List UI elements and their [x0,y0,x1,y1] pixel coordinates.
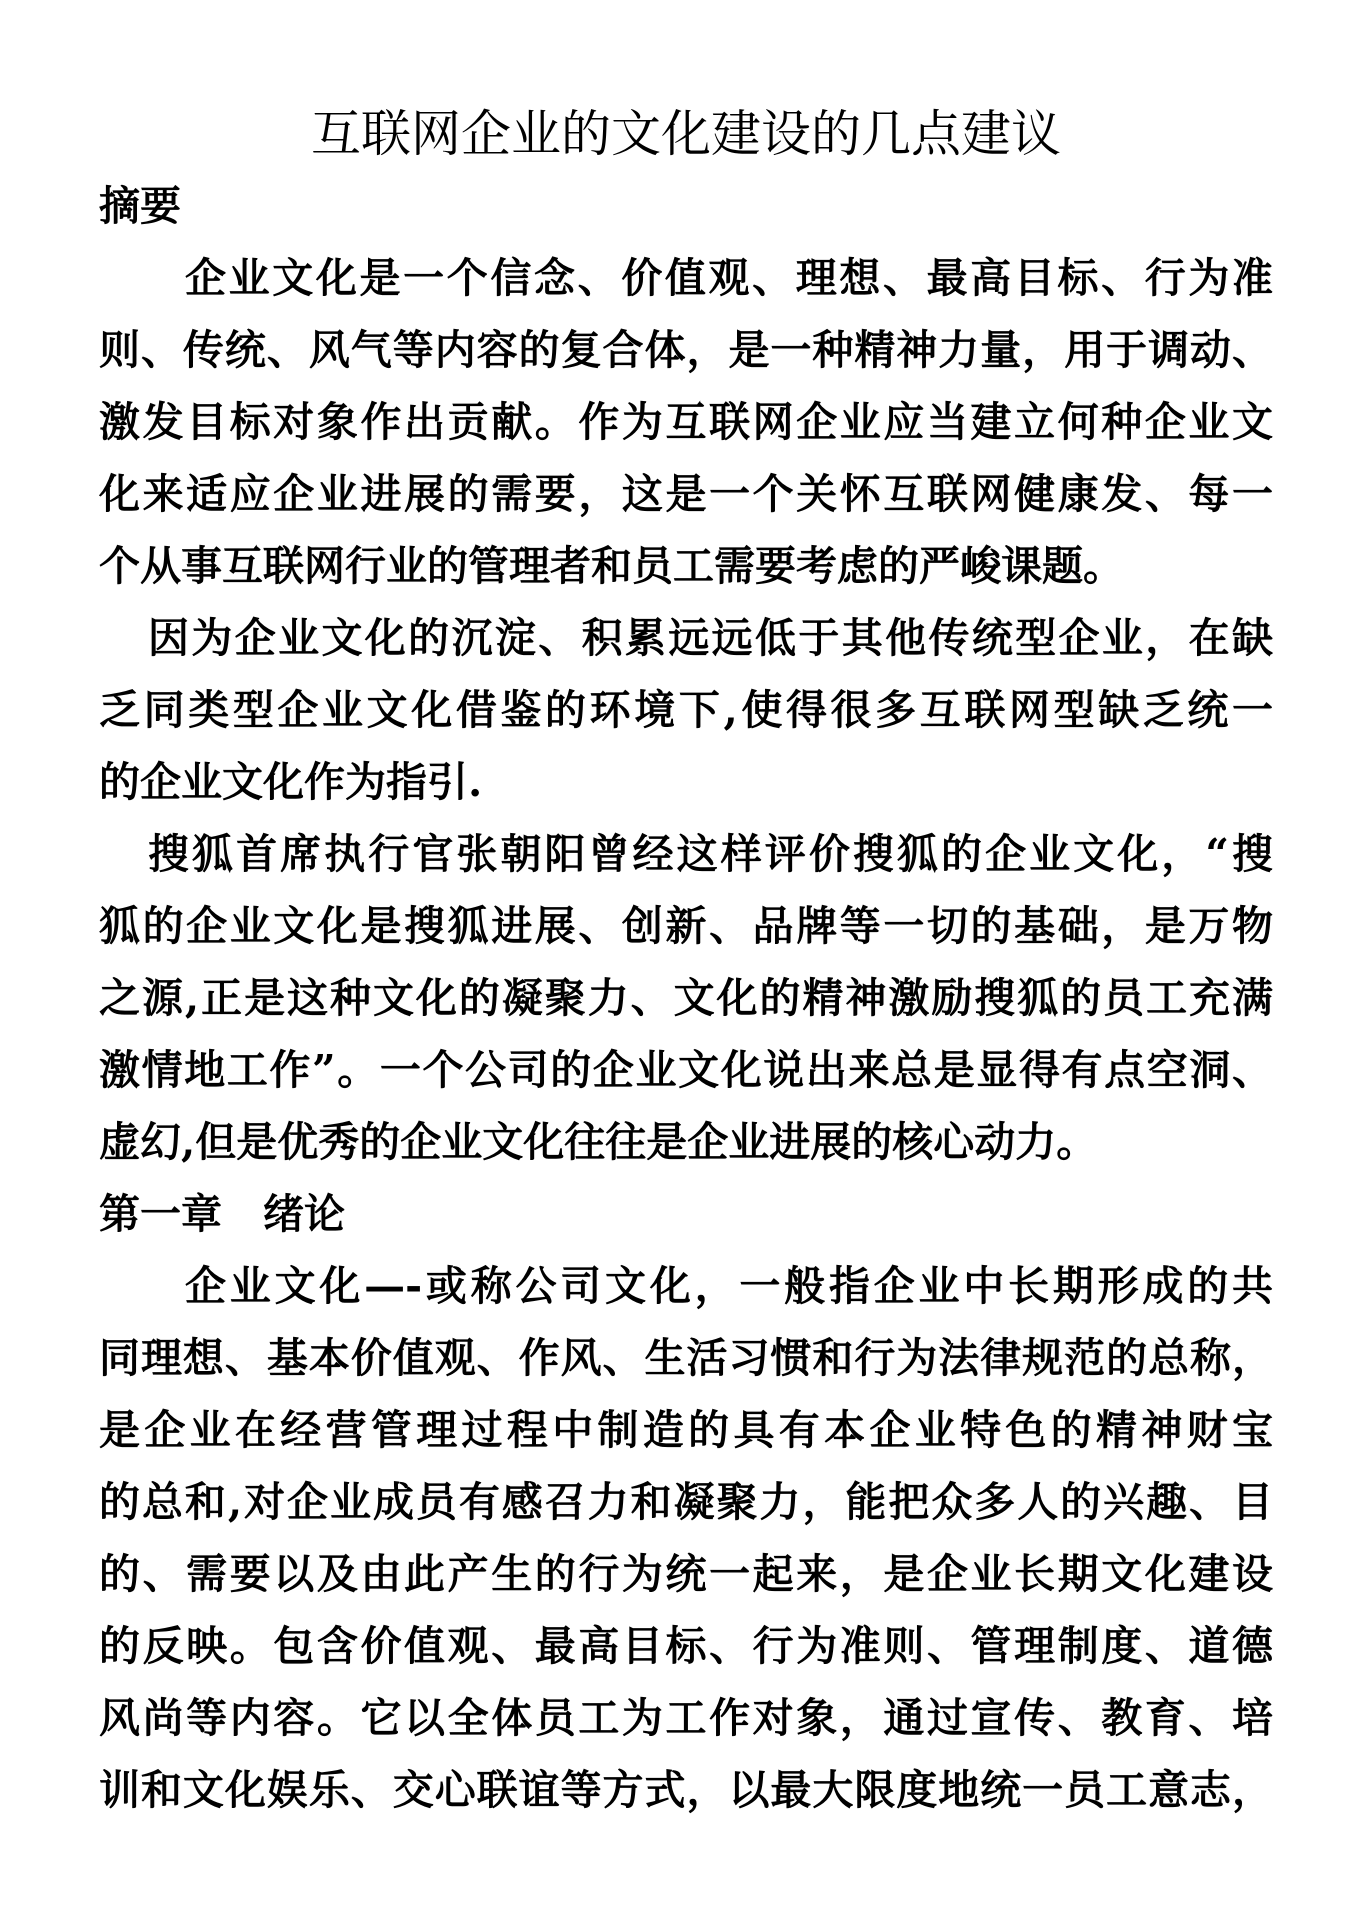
abstract-paragraph-1 [99,242,1273,602]
paragraph-line: 风尚等内容。它以全体员工为工作对象，通过宣传、教育、培 [99,1694,1273,1742]
paragraph-line: 之源,正是这种文化的凝聚力、文化的精神激励搜狐的员工充满 [99,974,1273,1022]
paragraph-line: 企业文化是一个信念、价值观、理想、最高目标、行为准 [185,254,1273,302]
paragraph-line: 则、传统、风气等内容的复合体，是一种精神力量，用于调动、 [99,326,1273,374]
paragraph-line: 乏同类型企业文化借鉴的环境下,使得很多互联网型缺乏统一 [99,686,1273,734]
abstract-heading: 摘要 [99,182,181,230]
paragraph-line: 化来适应企业进展的需要，这是一个关怀互联网健康发、每一 [99,470,1273,518]
paragraph-line: 搜狐首席执行官张朝阳曾经这样评价搜狐的企业文化，“搜 [148,830,1273,878]
document-title: 互联网企业的文化建设的几点建议 [311,105,1061,163]
paragraph-line: 是企业在经营管理过程中制造的具有本企业特色的精神财宝 [99,1406,1273,1454]
paragraph-line: 因为企业文化的沉淀、积累远远低于其他传统型企业，在缺 [148,614,1273,662]
paragraph-line: 激发目标对象作出贡献。作为互联网企业应当建立何种企业文 [99,398,1273,446]
paragraph-line: 的、需要以及由此产生的行为统一起来，是企业长期文化建设 [99,1550,1273,1598]
paragraph-line: 训和文化娱乐、交心联谊等方式，以最大限度地统一员工意志， [99,1766,1273,1814]
paragraph-line: 同理想、基本价值观、作风、生活习惯和行为法律规范的总称， [99,1334,1273,1382]
chapter-heading: 第一章 绪论 [99,1190,345,1238]
paragraph-line: 的企业文化作为指引. [99,758,483,806]
paragraph-line: 的总和,对企业成员有感召力和凝聚力，能把众多人的兴趣、目 [99,1478,1273,1526]
chapter1-paragraph-1 [99,1250,1273,1826]
paragraph-line: 企业文化—-或称公司文化，一般指企业中长期形成的共 [185,1262,1273,1310]
paragraph-line: 虚幻,但是优秀的企业文化往往是企业进展的核心动力。 [99,1118,1098,1166]
paragraph-line: 的反映。包含价值观、最高目标、行为准则、管理制度、道德 [99,1622,1273,1670]
paragraph-line: 狐的企业文化是搜狐进展、创新、品牌等一切的基础，是万物 [99,902,1273,950]
abstract-paragraph-2 [99,602,1273,818]
paragraph-line: 激情地工作”。一个公司的企业文化说出来总是显得有点空洞、 [99,1046,1273,1094]
paragraph-line: 个从事互联网行业的管理者和员工需要考虑的严峻课题。 [99,542,1124,590]
abstract-paragraph-3 [99,818,1273,1178]
